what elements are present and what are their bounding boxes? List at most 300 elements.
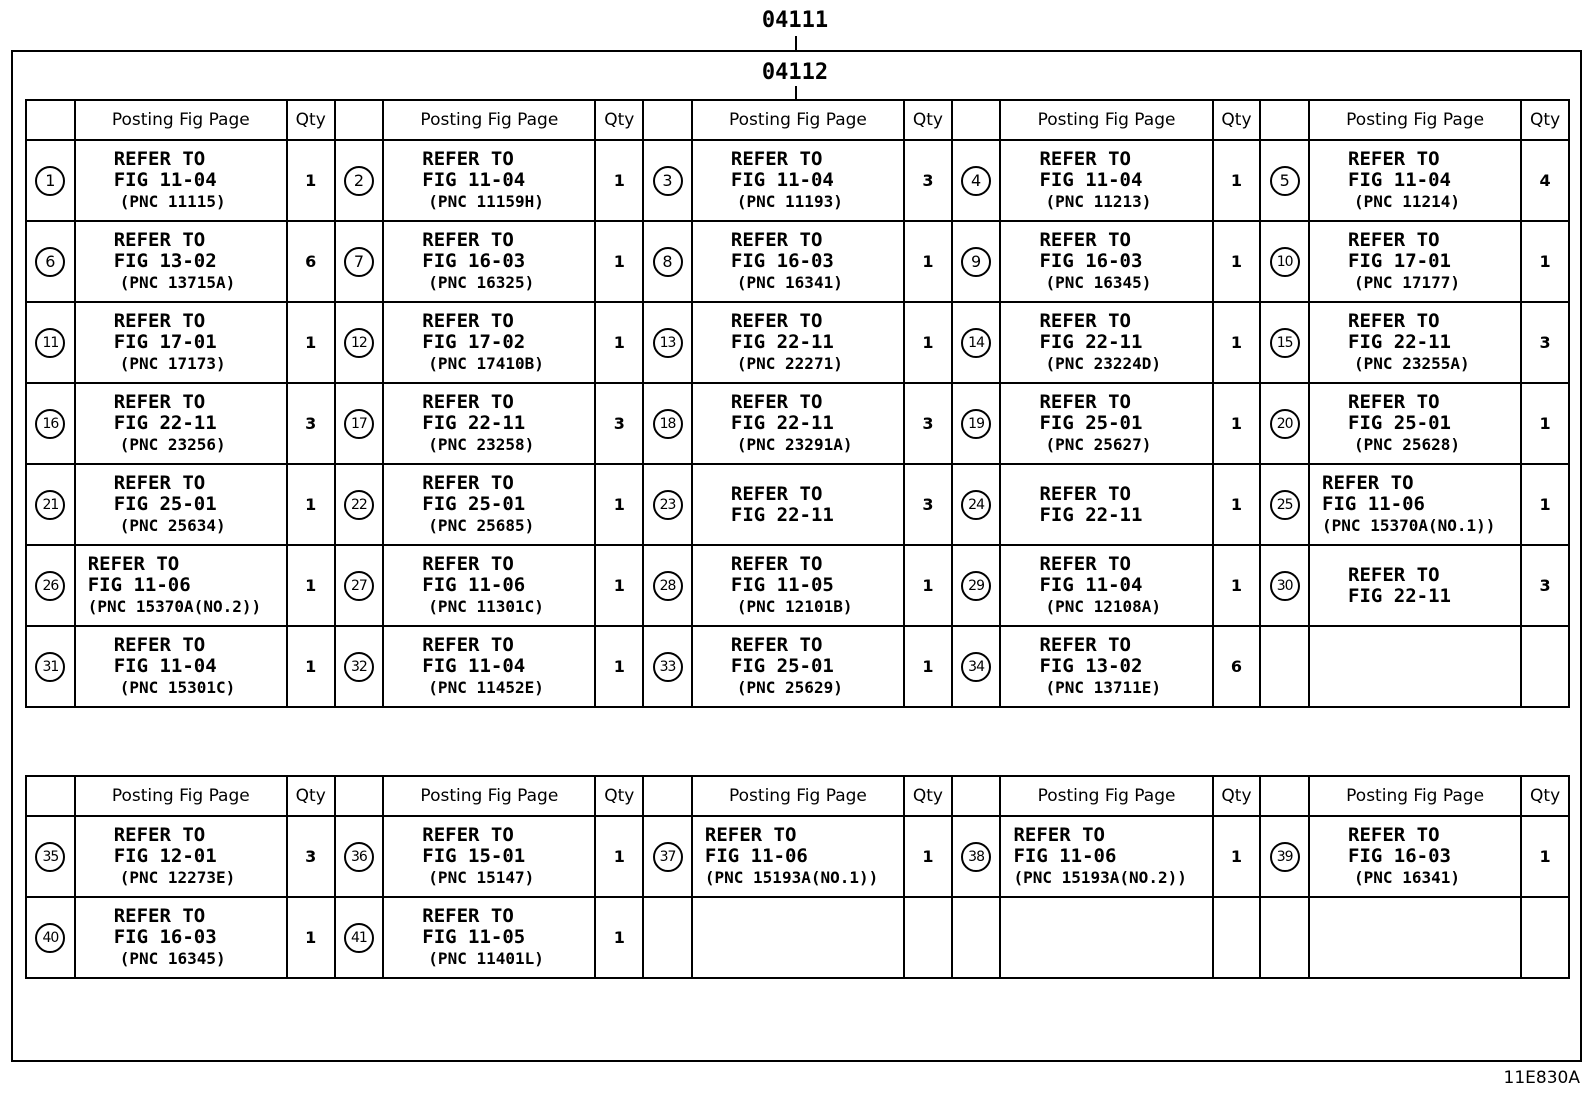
reference-cell <box>1309 140 1521 221</box>
qty-value: 3 <box>613 414 625 433</box>
fig-reference: FIG 22-11 <box>730 412 834 434</box>
reference-cell <box>383 302 595 383</box>
refer-to-label: REFER TO <box>422 391 514 413</box>
reference-cell <box>692 302 904 383</box>
header-qty: Qty <box>1521 776 1569 816</box>
fig-reference: FIG 16-03 <box>1348 845 1451 867</box>
fig-reference: FIG 16-03 <box>730 250 834 272</box>
reference-cell <box>1309 302 1521 383</box>
qty-cell <box>904 140 952 221</box>
item-number-cell <box>952 545 1001 626</box>
qty-value: 6 <box>305 252 317 271</box>
fig-reference: FIG 11-06 <box>1322 493 1425 515</box>
qty-value: 3 <box>305 414 317 433</box>
refer-to-label: REFER TO <box>730 634 823 656</box>
pnc-reference: (PNC 11193) <box>736 192 843 211</box>
header-num-cell <box>335 100 384 140</box>
item-number-badge: 38 <box>961 842 991 872</box>
item-number-cell <box>1260 545 1309 626</box>
qty-value: 1 <box>305 928 317 947</box>
refer-to-label: REFER TO <box>730 553 823 575</box>
item-number-badge: 21 <box>35 490 65 520</box>
qty-value: 1 <box>1539 252 1551 271</box>
qty-value: 1 <box>613 252 625 271</box>
header-posting-fig-page: Posting Fig Page <box>692 100 904 140</box>
qty-value: 1 <box>305 495 317 514</box>
reference-cell <box>383 140 595 221</box>
item-number-badge: 14 <box>961 328 991 358</box>
header-posting-fig-page: Posting Fig Page <box>1309 100 1521 140</box>
item-number-cell <box>335 626 384 707</box>
reference-cell <box>692 140 904 221</box>
item-number-badge: 27 <box>344 571 374 601</box>
qty-value: 1 <box>922 657 934 676</box>
item-number-badge: 20 <box>1270 409 1300 439</box>
item-number-badge: 12 <box>344 328 374 358</box>
header-qty: Qty <box>287 776 335 816</box>
table-row <box>26 464 1569 545</box>
reference-cell <box>75 545 287 626</box>
qty-cell <box>1521 816 1569 897</box>
pnc-reference: (PNC 16345) <box>1045 273 1152 292</box>
refer-to-label: REFER TO <box>1039 229 1131 251</box>
fig-reference: FIG 11-06 <box>1013 845 1117 867</box>
pnc-reference: (PNC 11159H) <box>428 192 544 211</box>
refer-to-label: REFER TO <box>1039 634 1131 656</box>
item-number-badge: 33 <box>653 652 683 682</box>
item-number-badge: 17 <box>344 409 374 439</box>
header-qty: Qty <box>904 100 952 140</box>
qty-value: 1 <box>305 171 317 190</box>
item-number-cell <box>335 897 384 978</box>
item-number-cell <box>1260 464 1309 545</box>
fig-reference: FIG 17-01 <box>113 331 217 353</box>
refer-to-label: REFER TO <box>1322 472 1414 494</box>
item-number-badge: 3 <box>653 166 683 196</box>
qty-cell <box>1521 302 1569 383</box>
refer-to-label: REFER TO <box>422 824 514 846</box>
fig-reference: FIG 25-01 <box>730 655 834 677</box>
item-number-cell <box>643 545 692 626</box>
reference-cell <box>383 897 595 978</box>
item-number-cell <box>26 545 75 626</box>
qty-cell <box>1521 545 1569 626</box>
qty-cell <box>904 383 952 464</box>
refer-to-label: REFER TO <box>113 391 206 413</box>
pnc-reference: (PNC 15147) <box>428 868 535 887</box>
qty-value: 3 <box>1539 333 1551 352</box>
reference-cell <box>75 221 287 302</box>
item-number-badge: 2 <box>344 166 374 196</box>
header-num-cell <box>335 776 384 816</box>
qty-value: 1 <box>613 495 625 514</box>
reference-cell <box>1309 464 1521 545</box>
pnc-reference: (PNC 17410B) <box>428 354 544 373</box>
pnc-reference: (PNC 22271) <box>736 354 843 373</box>
reference-cell <box>1000 221 1212 302</box>
qty-cell <box>287 140 335 221</box>
qty-cell <box>904 464 952 545</box>
qty-value: 3 <box>922 414 934 433</box>
item-number-cell <box>643 464 692 545</box>
qty-cell <box>287 897 335 978</box>
header-num-cell <box>952 100 1001 140</box>
header-posting-fig-page: Posting Fig Page <box>75 100 287 140</box>
item-number-badge: 6 <box>35 247 65 277</box>
item-number-badge: 7 <box>344 247 374 277</box>
qty-cell <box>904 897 952 978</box>
pnc-reference: (PNC 11452E) <box>428 678 544 697</box>
qty-cell <box>287 221 335 302</box>
refer-to-label: REFER TO <box>1348 563 1440 586</box>
qty-value: 1 <box>922 847 934 866</box>
table-row <box>26 626 1569 707</box>
table-row <box>26 302 1569 383</box>
qty-value: 1 <box>922 576 934 595</box>
pnc-reference: (PNC 23256) <box>119 435 226 454</box>
header-row <box>26 776 1569 816</box>
header-num-cell <box>26 100 75 140</box>
reference-cell <box>692 545 904 626</box>
reference-table-1 <box>25 99 1570 708</box>
item-number-cell <box>26 302 75 383</box>
qty-cell <box>595 545 643 626</box>
qty-cell <box>904 545 952 626</box>
item-number-cell <box>643 221 692 302</box>
pnc-reference: (PNC 12273E) <box>119 868 236 887</box>
reference-cell <box>1000 816 1212 897</box>
item-number-cell <box>643 140 692 221</box>
fig-reference: FIG 16-03 <box>1039 250 1143 272</box>
header-num-cell <box>26 776 75 816</box>
refer-to-label: REFER TO <box>1348 229 1440 251</box>
qty-cell <box>595 816 643 897</box>
fig-reference: FIG 22-11 <box>422 412 526 434</box>
fig-reference: FIG 16-03 <box>422 250 526 272</box>
fig-reference: FIG 11-05 <box>730 574 834 596</box>
reference-cell <box>692 383 904 464</box>
qty-value: 1 <box>305 333 317 352</box>
item-number-cell <box>335 302 384 383</box>
item-number-cell <box>1260 302 1309 383</box>
pnc-reference: (PNC 23224D) <box>1045 354 1162 373</box>
pnc-reference: (PNC 23258) <box>428 435 535 454</box>
fig-reference: FIG 25-01 <box>1348 412 1451 434</box>
pnc-reference: (PNC 25627) <box>1045 435 1152 454</box>
reference-cell <box>75 897 287 978</box>
qty-value: 1 <box>922 252 934 271</box>
refer-to-label: REFER TO <box>422 634 514 656</box>
reference-cell <box>1309 383 1521 464</box>
refer-to-label: REFER TO <box>1348 310 1440 332</box>
pnc-reference: (PNC 16341) <box>736 273 843 292</box>
fig-reference: FIG 11-04 <box>730 169 834 191</box>
qty-cell <box>1213 464 1261 545</box>
pnc-reference: (PNC 13711E) <box>1045 678 1162 697</box>
item-number-cell <box>1260 383 1309 464</box>
reference-cell <box>692 816 904 897</box>
reference-cell <box>75 383 287 464</box>
qty-value: 1 <box>1230 171 1243 190</box>
qty-cell <box>595 626 643 707</box>
item-number-cell <box>1260 897 1309 978</box>
item-number-cell <box>335 464 384 545</box>
item-number-cell <box>335 545 384 626</box>
qty-cell <box>1521 897 1569 978</box>
pnc-reference: (PNC 23291A) <box>736 435 853 454</box>
header-qty: Qty <box>1213 776 1261 816</box>
refer-to-label: REFER TO <box>1039 148 1131 170</box>
reference-cell <box>75 464 287 545</box>
item-number-badge: 16 <box>35 409 65 439</box>
refer-to-label: REFER TO <box>422 229 514 251</box>
refer-to-label: REFER TO <box>1039 482 1131 505</box>
reference-cell <box>1309 897 1521 978</box>
item-number-cell <box>952 140 1001 221</box>
pnc-reference: (PNC 11115) <box>119 192 226 211</box>
pnc-reference: (PNC 17173) <box>119 354 226 373</box>
refer-to-label: REFER TO <box>113 310 206 332</box>
pnc-reference: (PNC 15193A(NO.2)) <box>1013 868 1187 887</box>
fig-reference: FIG 11-06 <box>422 574 526 596</box>
item-number-badge: 10 <box>1270 247 1300 277</box>
item-number-badge: 15 <box>1270 328 1300 358</box>
refer-to-label: REFER TO <box>730 148 823 170</box>
reference-cell <box>692 897 904 978</box>
item-number-cell <box>952 221 1001 302</box>
qty-value: 1 <box>1539 847 1551 866</box>
item-number-cell <box>1260 221 1309 302</box>
item-number-cell <box>643 897 692 978</box>
fig-reference: FIG 22-11 <box>1039 331 1143 353</box>
qty-value: 1 <box>613 171 625 190</box>
refer-to-label: REFER TO <box>1039 553 1131 575</box>
qty-cell <box>595 383 643 464</box>
table-row <box>26 140 1569 221</box>
assembly-code-sub: 04112 <box>761 60 829 85</box>
fig-reference: FIG 25-01 <box>422 493 526 515</box>
item-number-badge: 23 <box>653 490 683 520</box>
qty-value: 1 <box>613 928 625 947</box>
qty-cell <box>287 383 335 464</box>
qty-value: 1 <box>922 333 934 352</box>
header-num-cell <box>952 776 1001 816</box>
reference-cell <box>75 816 287 897</box>
reference-cell <box>1000 464 1212 545</box>
reference-cell <box>383 545 595 626</box>
reference-cell <box>75 140 287 221</box>
item-number-cell <box>643 816 692 897</box>
qty-cell <box>595 302 643 383</box>
pnc-reference: (PNC 25685) <box>428 516 535 535</box>
reference-cell <box>1000 897 1212 978</box>
header-num-cell <box>643 776 692 816</box>
figure-code: 11E830A <box>1503 1068 1580 1088</box>
item-number-cell <box>26 816 75 897</box>
item-number-badge: 28 <box>653 571 683 601</box>
qty-value: 1 <box>1539 414 1551 433</box>
qty-value: 1 <box>305 657 317 676</box>
fig-reference: FIG 25-01 <box>1039 412 1143 434</box>
item-number-cell <box>335 221 384 302</box>
reference-cell <box>383 221 595 302</box>
reference-cell <box>1000 545 1212 626</box>
item-number-badge: 5 <box>1270 166 1300 196</box>
item-number-cell <box>952 464 1001 545</box>
qty-cell <box>595 897 643 978</box>
qty-value: 1 <box>613 576 625 595</box>
refer-to-label: REFER TO <box>1348 391 1440 413</box>
qty-cell <box>1213 302 1261 383</box>
leader-line-top <box>795 36 797 50</box>
pnc-reference: (PNC 11213) <box>1045 192 1152 211</box>
pnc-reference: (PNC 23255A) <box>1354 354 1470 373</box>
refer-to-label: REFER TO <box>422 472 514 494</box>
pnc-reference: (PNC 15370A(NO.1)) <box>1322 516 1496 535</box>
fig-reference: FIG 11-04 <box>113 169 217 191</box>
reference-cell <box>692 221 904 302</box>
pnc-reference: (PNC 16325) <box>428 273 535 292</box>
qty-value: 1 <box>1230 495 1243 514</box>
refer-to-label: REFER TO <box>730 229 823 251</box>
item-number-cell <box>952 383 1001 464</box>
header-num-cell <box>643 100 692 140</box>
table-row <box>26 816 1569 897</box>
fig-reference: FIG 22-11 <box>730 503 834 526</box>
pnc-reference: (PNC 13715A) <box>119 273 236 292</box>
item-number-badge: 13 <box>653 328 683 358</box>
qty-value: 1 <box>305 576 317 595</box>
item-number-badge: 19 <box>961 409 991 439</box>
item-number-cell <box>26 897 75 978</box>
item-number-badge: 9 <box>961 247 991 277</box>
pnc-reference: (PNC 17177) <box>1354 273 1460 292</box>
fig-reference: FIG 25-01 <box>113 493 217 515</box>
pnc-reference: (PNC 15301C) <box>119 678 236 697</box>
qty-cell <box>1213 626 1261 707</box>
pnc-reference: (PNC 25634) <box>119 516 226 535</box>
qty-cell <box>1213 221 1261 302</box>
qty-value: 1 <box>1230 333 1243 352</box>
qty-cell <box>287 816 335 897</box>
qty-cell <box>1213 545 1261 626</box>
item-number-cell <box>1260 140 1309 221</box>
fig-reference: FIG 22-11 <box>730 331 834 353</box>
reference-cell <box>75 626 287 707</box>
item-number-cell <box>643 302 692 383</box>
pnc-reference: (PNC 12101B) <box>736 597 853 616</box>
fig-reference: FIG 17-01 <box>1348 250 1451 272</box>
fig-reference: FIG 17-02 <box>422 331 526 353</box>
reference-cell <box>1309 816 1521 897</box>
item-number-badge: 35 <box>35 842 65 872</box>
item-number-badge: 4 <box>961 166 991 196</box>
qty-cell <box>904 816 952 897</box>
fig-reference: FIG 22-11 <box>1039 503 1143 526</box>
item-number-cell <box>952 816 1001 897</box>
item-number-cell <box>643 626 692 707</box>
item-number-badge: 8 <box>653 247 683 277</box>
reference-cell <box>1000 140 1212 221</box>
qty-cell <box>595 464 643 545</box>
header-posting-fig-page: Posting Fig Page <box>692 776 904 816</box>
pnc-reference: (PNC 11301C) <box>428 597 544 616</box>
qty-value: 1 <box>1539 495 1551 514</box>
reference-cell <box>1309 221 1521 302</box>
header-qty: Qty <box>595 776 643 816</box>
reference-cell <box>1000 302 1212 383</box>
reference-cell <box>383 626 595 707</box>
qty-value: 3 <box>922 171 934 190</box>
qty-cell <box>1213 383 1261 464</box>
refer-to-label: REFER TO <box>730 310 823 332</box>
header-qty: Qty <box>595 100 643 140</box>
item-number-badge: 24 <box>961 490 991 520</box>
header-qty: Qty <box>1521 100 1569 140</box>
qty-cell <box>904 221 952 302</box>
qty-value: 3 <box>305 847 317 866</box>
item-number-cell <box>952 897 1001 978</box>
qty-cell <box>1213 897 1261 978</box>
qty-value: 4 <box>1539 171 1551 190</box>
qty-cell <box>287 545 335 626</box>
pnc-reference: (PNC 11401L) <box>428 949 544 968</box>
reference-cell <box>1309 545 1521 626</box>
header-posting-fig-page: Posting Fig Page <box>383 776 595 816</box>
qty-cell <box>904 302 952 383</box>
qty-value: 1 <box>1230 576 1243 595</box>
qty-value: 6 <box>1230 657 1243 676</box>
fig-reference: FIG 16-03 <box>113 926 217 948</box>
refer-to-label: REFER TO <box>113 824 206 846</box>
qty-cell <box>1521 221 1569 302</box>
pnc-reference: (PNC 25629) <box>736 678 843 697</box>
table-row <box>26 897 1569 978</box>
fig-reference: FIG 13-02 <box>113 250 217 272</box>
fig-reference: FIG 11-04 <box>422 655 526 677</box>
reference-table-2 <box>25 775 1570 979</box>
refer-to-label: REFER TO <box>730 482 823 505</box>
reference-cell <box>383 383 595 464</box>
item-number-cell <box>335 816 384 897</box>
qty-cell <box>287 302 335 383</box>
item-number-cell <box>26 221 75 302</box>
reference-cell <box>692 626 904 707</box>
item-number-badge: 37 <box>653 842 683 872</box>
fig-reference: FIG 22-11 <box>113 412 217 434</box>
reference-cell <box>692 464 904 545</box>
qty-value: 1 <box>613 657 625 676</box>
item-number-badge: 34 <box>961 652 991 682</box>
fig-reference: FIG 11-06 <box>704 845 808 867</box>
refer-to-label: REFER TO <box>113 148 206 170</box>
table-row <box>26 545 1569 626</box>
qty-cell <box>287 464 335 545</box>
fig-reference: FIG 11-04 <box>1039 169 1143 191</box>
item-number-badge: 26 <box>35 571 65 601</box>
item-number-badge: 22 <box>344 490 374 520</box>
qty-cell <box>1213 816 1261 897</box>
qty-cell <box>1213 140 1261 221</box>
header-num-cell <box>1260 100 1309 140</box>
fig-reference: FIG 11-04 <box>422 169 526 191</box>
item-number-badge: 31 <box>35 652 65 682</box>
header-posting-fig-page: Posting Fig Page <box>1000 100 1212 140</box>
qty-cell <box>287 626 335 707</box>
qty-cell <box>1521 626 1569 707</box>
item-number-badge: 32 <box>344 652 374 682</box>
fig-reference: FIG 11-04 <box>1348 169 1451 191</box>
